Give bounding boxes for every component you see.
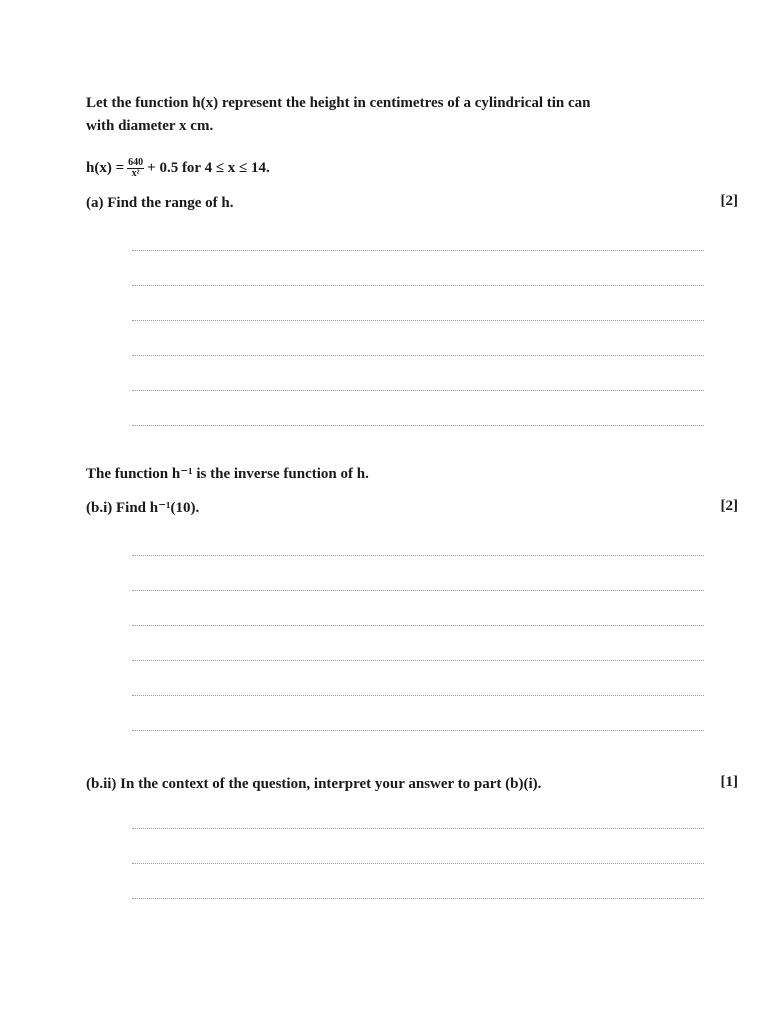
part-a-question: (a) Find the range of h. xyxy=(86,195,234,211)
answer-line[interactable] xyxy=(132,828,704,829)
answer-line[interactable] xyxy=(132,390,704,391)
intro-line-1: Let the function h(x) represent the height in centimetres of a cylindrical tin can xyxy=(86,95,591,111)
function-lhs: h(x) = xyxy=(86,160,125,176)
answer-line[interactable] xyxy=(132,555,704,556)
answer-line[interactable] xyxy=(132,660,704,661)
answer-line[interactable] xyxy=(132,355,704,356)
part-bi-marks: [2] xyxy=(720,498,738,514)
function-rest: + 0.5 for 4 ≤ x ≤ 14. xyxy=(147,160,270,176)
inverse-statement: The function h⁻¹ is the inverse function of h. xyxy=(86,466,369,482)
answer-line[interactable] xyxy=(132,250,704,251)
answer-line[interactable] xyxy=(132,695,704,696)
answer-line[interactable] xyxy=(132,863,704,864)
part-bi-question: (b.i) Find h⁻¹(10). xyxy=(86,500,200,516)
answer-line[interactable] xyxy=(132,625,704,626)
answer-line[interactable] xyxy=(132,590,704,591)
function-definition xyxy=(86,148,270,188)
answer-line[interactable] xyxy=(132,730,704,731)
answer-line[interactable] xyxy=(132,320,704,321)
function-fraction xyxy=(127,158,144,179)
fraction-numerator: 640 xyxy=(128,156,144,168)
intro-line-2: with diameter x cm. xyxy=(86,118,214,134)
answer-line[interactable] xyxy=(132,898,704,899)
answer-line[interactable] xyxy=(132,425,704,426)
answer-line[interactable] xyxy=(132,285,704,286)
part-bii-question: (b.ii) In the context of the question, interpret your answer to part (b)(i). xyxy=(86,776,542,792)
part-a-marks: [2] xyxy=(720,193,738,209)
fraction-denominator: x² xyxy=(131,167,140,179)
part-bii-marks: [1] xyxy=(720,774,738,790)
